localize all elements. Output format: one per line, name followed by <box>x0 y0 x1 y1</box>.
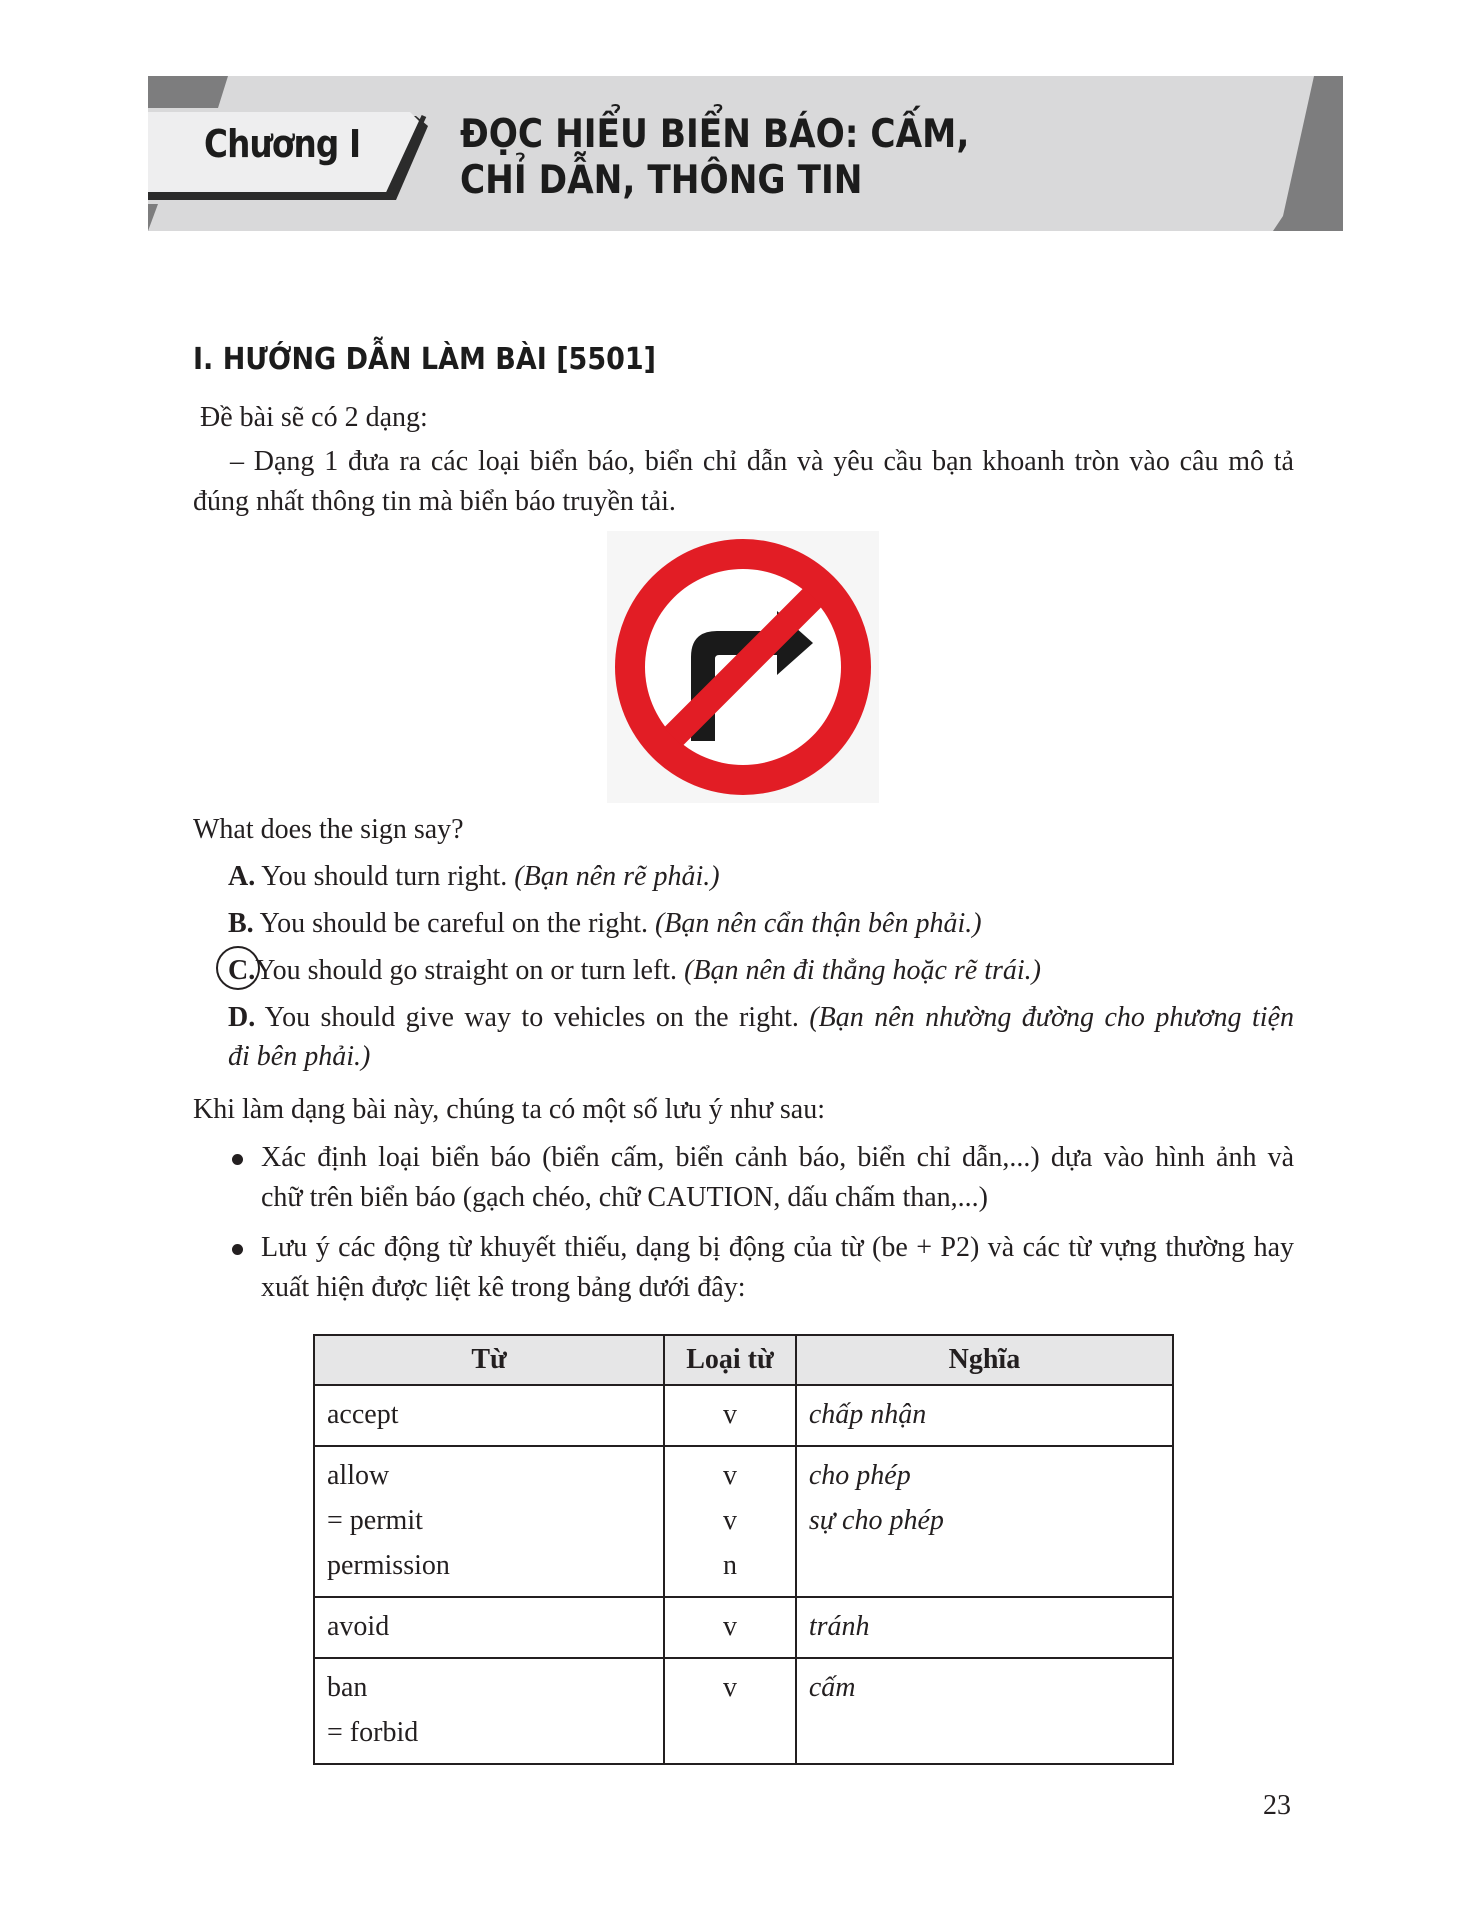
bullet-2-line1: Lưu ý các động từ khuyết thiếu, dạng bị động của từ (be + P2) và các từ vựng thường hay <box>261 1232 1294 1263</box>
option-c-text: You should go straight on or turn left. <box>255 955 678 986</box>
word: = permit <box>327 1505 423 1536</box>
type-cell <box>664 1385 796 1446</box>
meaning-cell <box>796 1385 1173 1446</box>
option-c-letter: C. <box>228 955 256 986</box>
chapter-title-line2: CHỈ DẪN, THÔNG TIN <box>460 158 863 203</box>
chapter-title-line1: ĐỌC HIỂU BIỂN BÁO: CẤM, <box>460 112 970 157</box>
question-prompt: What does the sign say? <box>193 814 464 845</box>
word: permission <box>327 1550 450 1581</box>
option-a-text: You should turn right. <box>261 861 508 892</box>
table-header-row <box>314 1335 1173 1385</box>
word-cell <box>314 1446 664 1597</box>
option-b-translation: (Bạn nên cẩn thận bên phải.) <box>654 908 982 939</box>
type-cell <box>664 1446 796 1597</box>
option-b-letter: B. <box>228 908 254 939</box>
chapter-title <box>460 112 1006 204</box>
header-word: Từ <box>314 1335 664 1385</box>
meaning: cấm <box>808 1672 856 1703</box>
notes-intro: Khi làm dạng bài này, chúng ta có một số lưu ý như sau: <box>193 1094 825 1125</box>
option-c[interactable] <box>228 951 1041 991</box>
type-cell <box>664 1658 796 1764</box>
table-row <box>314 1446 1173 1597</box>
type-cell <box>664 1597 796 1658</box>
section-heading: I. HƯỚNG DẪN LÀM BÀI [5501] <box>193 342 657 377</box>
word: allow <box>327 1460 390 1491</box>
word-type: v <box>723 1460 738 1491</box>
bullet-dot <box>232 1154 243 1165</box>
meaning: chấp nhận <box>808 1399 927 1430</box>
meaning: cho phép <box>808 1460 911 1491</box>
option-d[interactable] <box>228 998 1294 1038</box>
header-meaning: Nghĩa <box>796 1335 1173 1385</box>
meaning: tránh <box>808 1611 870 1642</box>
option-b-text: You should be careful on the right. <box>259 908 648 939</box>
word: = forbid <box>327 1717 419 1748</box>
word-type: v <box>723 1505 738 1536</box>
option-b[interactable] <box>228 904 982 944</box>
page-number: 23 <box>1263 1790 1291 1821</box>
chapter-banner <box>148 76 1343 231</box>
word: accept <box>327 1399 399 1430</box>
option-d-text: You should give way to vehicles on the right. <box>264 1002 799 1033</box>
table-row <box>314 1658 1173 1764</box>
word-type: v <box>723 1672 738 1703</box>
table-row <box>314 1597 1173 1658</box>
word-cell <box>314 1597 664 1658</box>
option-a[interactable] <box>228 857 720 897</box>
meaning-cell <box>796 1658 1173 1764</box>
option-d-translation-line1: (Bạn nên nhường đường cho phương tiện <box>809 1002 1294 1033</box>
bullet-2-line2: xuất hiện được liệt kê trong bảng dưới đây: <box>261 1272 746 1303</box>
word-type: v <box>723 1611 738 1642</box>
table-row <box>314 1385 1173 1446</box>
option-a-letter: A. <box>228 861 256 892</box>
word: ban <box>327 1672 368 1703</box>
word-cell <box>314 1385 664 1446</box>
vocabulary-table <box>313 1334 1174 1765</box>
meaning-cell <box>796 1597 1173 1658</box>
word-type: v <box>723 1399 738 1430</box>
bullet-dot <box>232 1244 243 1255</box>
option-d-continuation <box>228 1037 370 1077</box>
type1-text-line2: đúng nhất thông tin mà biển báo truyền tải. <box>193 486 676 517</box>
option-c-translation: (Bạn nên đi thẳng hoặc rẽ trái.) <box>684 955 1042 986</box>
word: avoid <box>327 1611 390 1642</box>
bullet-1-line1: Xác định loại biển báo (biển cấm, biển cảnh báo, biển chỉ dẫn,...) dựa vào hình ảnh và <box>261 1142 1294 1173</box>
type1-text-line1: – Dạng 1 đưa ra các loại biển báo, biển chỉ dẫn và yêu cầu bạn khoanh tròn vào câu mô tả <box>230 446 1294 477</box>
header-word-type: Loại từ <box>664 1335 796 1385</box>
bullet-1-line2: chữ trên biển báo (gạch chéo, chữ CAUTION, dấu chấm than,...) <box>261 1182 988 1213</box>
no-right-turn-sign-icon <box>607 531 879 803</box>
option-d-translation-line2: đi bên phải.) <box>228 1041 371 1072</box>
meaning-cell <box>796 1446 1173 1597</box>
word-type: n <box>723 1550 738 1581</box>
intro-line: Đề bài sẽ có 2 dạng: <box>200 402 428 433</box>
meaning: sự cho phép <box>808 1505 944 1536</box>
word-cell <box>314 1658 664 1764</box>
option-d-letter: D. <box>228 1002 256 1033</box>
option-a-translation: (Bạn nên rẽ phải.) <box>514 861 720 892</box>
chapter-label: Chương I <box>204 122 361 166</box>
